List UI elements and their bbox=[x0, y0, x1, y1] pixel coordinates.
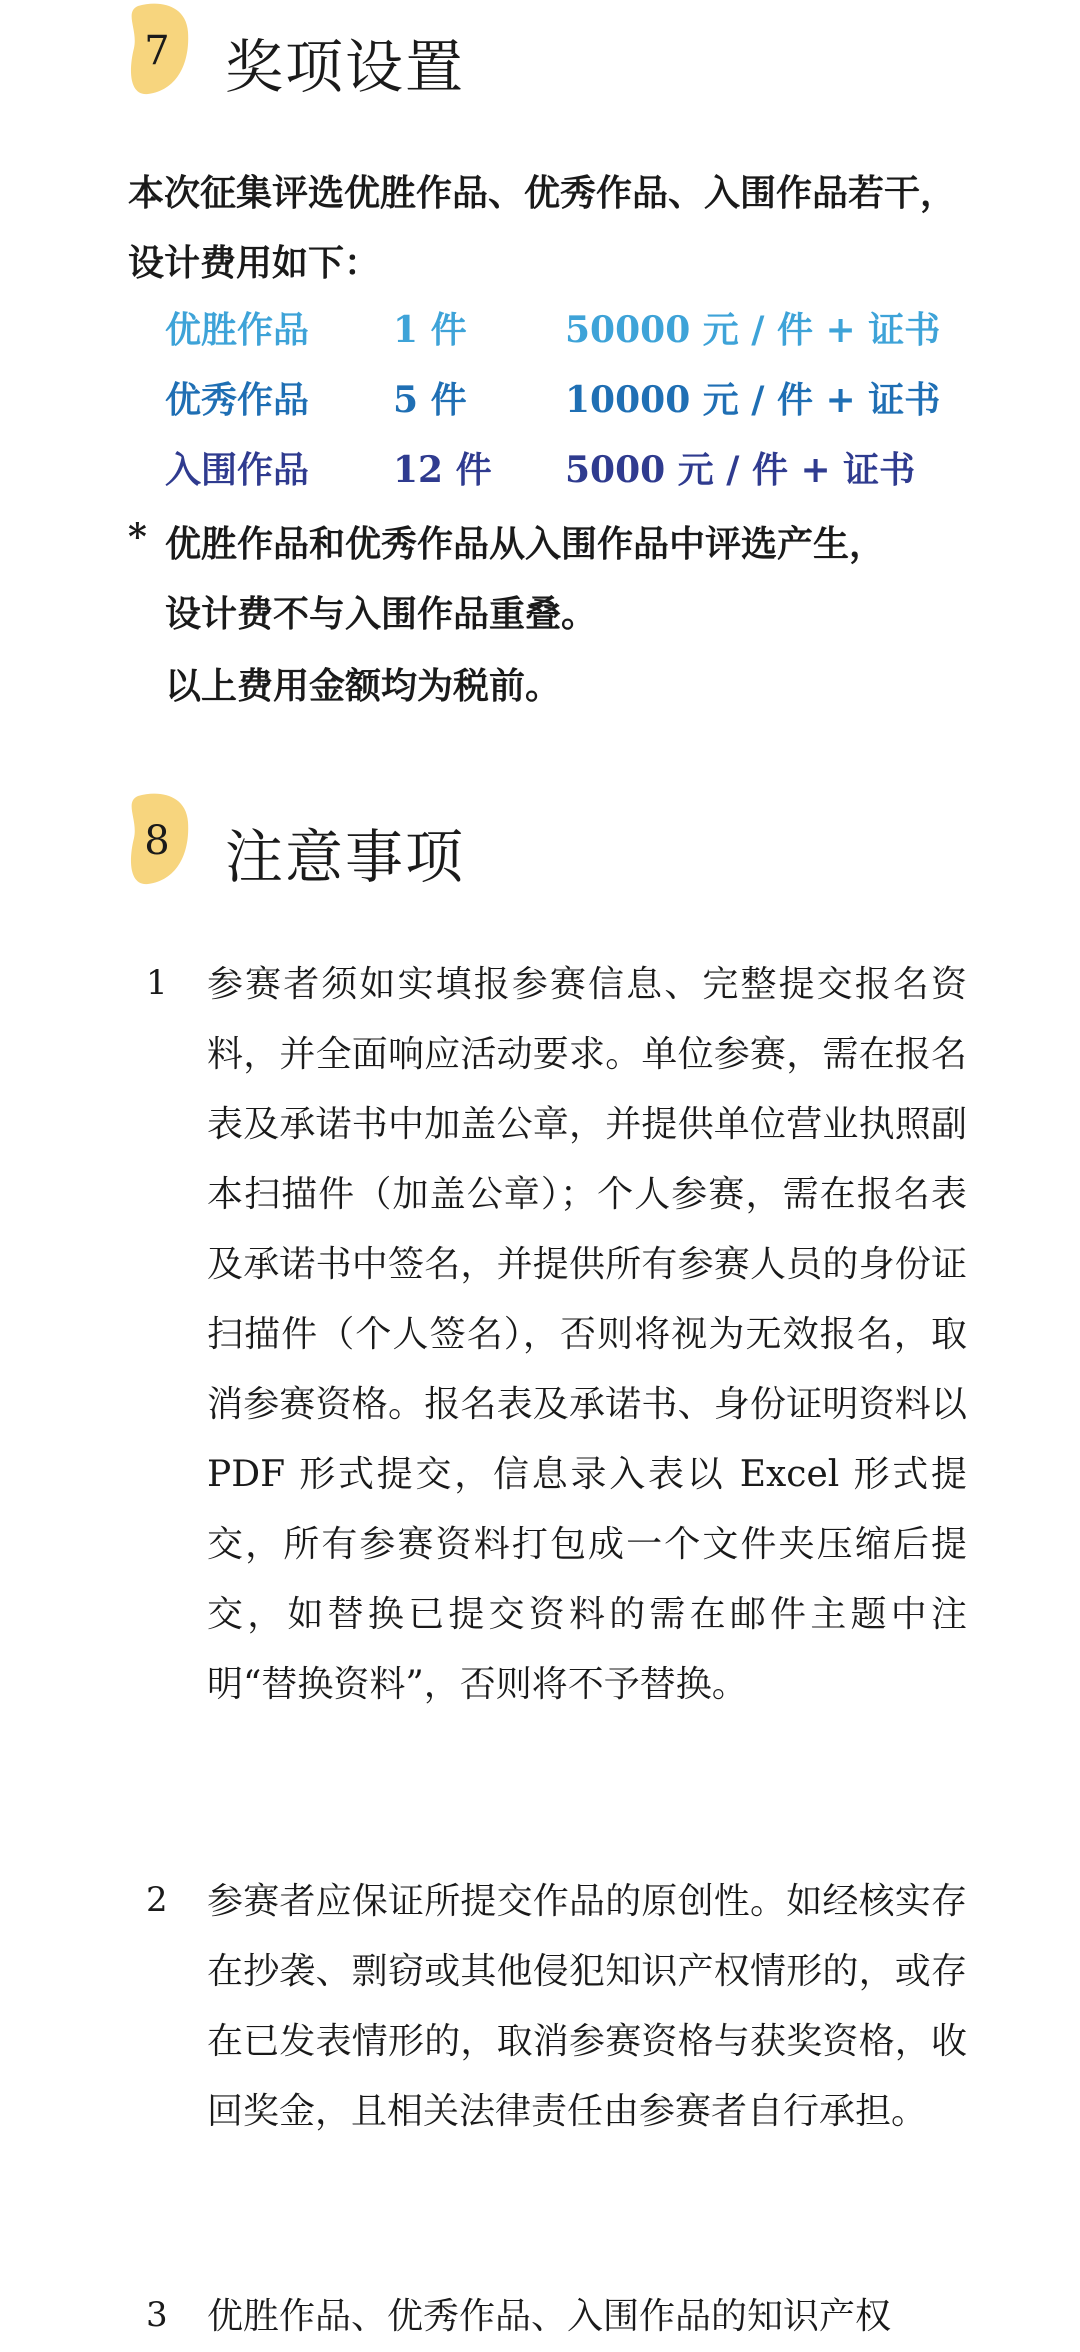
award-name: 优胜作品 bbox=[165, 309, 310, 351]
list-item-number: 2 bbox=[146, 1880, 168, 1920]
section-number-badge bbox=[128, 792, 186, 884]
award-name: 入围作品 bbox=[165, 449, 310, 491]
award-count: 12 件 bbox=[393, 449, 492, 491]
list-item-text: 参赛者须如实填报参赛信息、完整提交报名资料，并全面响应活动要求。单位参赛，需在报名表及承诺书中加盖公章，并提供单位营业执照副本扫描件（加盖公章）；个人参赛，需在报名表及承诺书中签名，并提供所有参赛人员的身份证扫描件（个人签名），否则将视为无效报名，取消参赛资格。报名表及承诺书、身份证明资料以 PDF 形式提交，信息录入表以 Excel 形式提交，所有参赛资料打包成一个文件夹压缩后提交，如替换已提交资料的需在邮件主题中注明“替换资料”，否则将不予替换。 bbox=[207, 964, 967, 1705]
award-count: 5 件 bbox=[393, 379, 467, 421]
note-line: 以上费用金额均为税前。 bbox=[165, 665, 562, 707]
list-item-text: 参赛者应保证所提交作品的原创性。如经核实存在抄袭、剽窃或其他侵犯知识产权情形的，或存在已发表情形的，取消参赛资格与获奖资格，收回奖金，且相关法律责任由参赛者自行承担。 bbox=[207, 1881, 967, 2132]
note-line: 设计费不与入围作品重叠。 bbox=[165, 593, 598, 635]
list-item-number: 3 bbox=[146, 2295, 168, 2335]
section-7-header bbox=[0, 0, 1080, 110]
section-number: 7 bbox=[144, 28, 170, 74]
award-fee: 10000 元 / 件 + 证书 bbox=[565, 379, 941, 421]
section-title: 注意事项 bbox=[225, 823, 466, 891]
list-item-text: 优胜作品、优秀作品、入围作品的知识产权 bbox=[207, 2296, 892, 2337]
section-8-header bbox=[0, 790, 1080, 900]
award-fee: 5000 元 / 件 + 证书 bbox=[565, 449, 916, 491]
section-title: 奖项设置 bbox=[225, 33, 466, 101]
award-name: 优秀作品 bbox=[165, 379, 310, 421]
section-number: 8 bbox=[144, 818, 170, 864]
list-item-number: 1 bbox=[146, 963, 168, 1003]
note-asterisk: * bbox=[128, 516, 147, 558]
award-count: 1 件 bbox=[393, 309, 467, 351]
section-number-badge bbox=[128, 2, 186, 94]
awards-intro: 本次征集评选优胜作品、优秀作品、入围作品若干，设计费用如下： bbox=[128, 172, 957, 284]
award-fee: 50000 元 / 件 + 证书 bbox=[565, 309, 941, 351]
note-line: 优胜作品和优秀作品从入围作品中评选产生， bbox=[165, 523, 886, 565]
